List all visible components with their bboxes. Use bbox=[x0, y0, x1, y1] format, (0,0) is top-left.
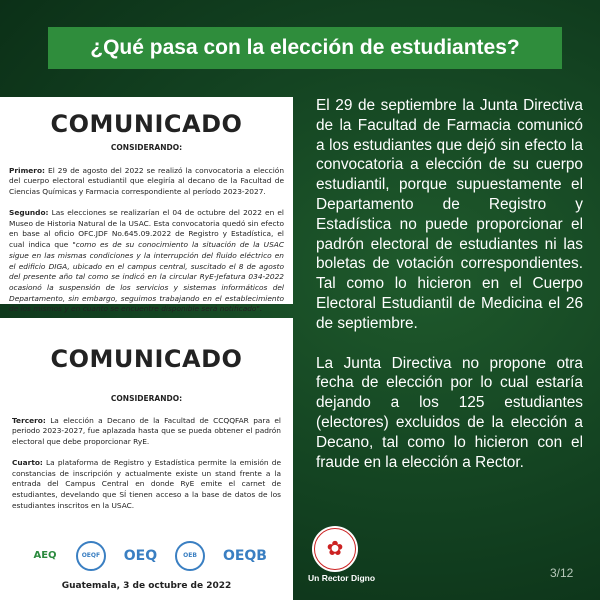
paragraph-label: Cuarto: bbox=[12, 457, 43, 467]
paragraph-segundo bbox=[0, 208, 293, 315]
paragraph-text: Las elecciones se realizarían el 04 de octubre del 2022 en el Museo de Historia Natural de la USAC. Esta convocatoria quedó sin efecto en base al oficio OFC.JDF No.645.09.2022 de Registro y Estadística, el cual indica que bbox=[9, 207, 284, 250]
oeqf-logo-icon: OEQF bbox=[76, 541, 106, 571]
paragraph-primero bbox=[0, 166, 293, 198]
communique-heading: COMUNICADO bbox=[50, 345, 243, 373]
communique-subheading: CONSIDERANDO: bbox=[110, 393, 183, 403]
paragraph-cuarto bbox=[0, 458, 293, 512]
paragraph-label: Primero: bbox=[9, 165, 45, 175]
aeq-logo-icon: AEQ bbox=[33, 549, 57, 561]
organization-logos bbox=[32, 538, 267, 574]
brand-name: Un Rector Digno bbox=[308, 573, 376, 583]
paragraph-text: La elección a Decano de la Facultad de CCQQFAR para el periodo 2023-2027, fue aplazada hasta que se pueda obtener el padrón electoral que debe proporcionar RyE. bbox=[12, 415, 281, 447]
paragraph-tercero bbox=[0, 416, 293, 448]
communique-image-1 bbox=[0, 97, 293, 314]
communique-heading: COMUNICADO bbox=[50, 110, 243, 138]
carnation-emblem-icon bbox=[312, 526, 358, 572]
emblem-ring bbox=[314, 528, 356, 570]
article-body bbox=[316, 96, 583, 472]
paragraph-label: Segundo: bbox=[9, 207, 49, 217]
communique-date: Guatemala, 3 de octubre de 2022 bbox=[61, 581, 232, 591]
oeq-logo-icon: OEQ bbox=[123, 547, 158, 564]
body-paragraph-2: La Junta Directiva no propone otra fecha de elección por lo cual estaría dejando a los 125 estudiantes (electores) excluidos de la elección a Decano, tal como lo hicieron con el fraude en la elección a Rector. bbox=[316, 354, 583, 471]
page-title: ¿Qué pasa con la elección de estudiantes? bbox=[48, 27, 562, 69]
paragraph-text: El 29 de agosto del 2022 se realizó la convocatoria a elección del cuerpo electoral estudiantil que elegiría al decano de la Facultad de Ciencias Químicas y Farmacia correspondiente al período 2023-2027. bbox=[9, 165, 284, 197]
oeb-logo-icon: OEB bbox=[175, 541, 205, 571]
paragraph-quote: "como es de su conocimiento la situación de la USAC sigue en las mismas condiciones y la interrupción del fluido eléctrico en el edificio DIGA, ubicado en el campus central, suscitado el 8 de agosto del presente año tal como se indicó en la circular RyE-Jefatura 034-2022 ocasionó la suspensión de los servicios y sistemas informáticos del Departamento, sin embargo, seguimos trabajando en el establecimiento de los mismos y en cuanto se encuentre disponible será notificado". bbox=[9, 240, 284, 314]
communique-image-2 bbox=[0, 318, 293, 600]
page-indicator: 3/12 bbox=[550, 566, 574, 580]
paragraph-text: La plataforma de Registro y Estadística permite la emisión de constancias de inscripción y actualmente existe un stand frente a la entrada del Campus Central en donde RyE emite el carnet de estudiantes, develando que SÍ tienen acceso a la base de datos de los estudiantes inscritos en la USAC. bbox=[12, 457, 281, 510]
paragraph-label: Tercero: bbox=[12, 415, 46, 425]
body-paragraph-1: El 29 de septiembre la Junta Directiva de la Facultad de Farmacia comunicó a los estudiantes que dejó sin efecto la convocatoria a elección de su cuerpo estudiantil, porque supuestamente el Departamento de Registro y Estadística no puede proporcionar el padrón electoral de estudiantes ni las boletas de votación correspondientes. Tal como lo hicieron en el Cuerpo Electoral Estudiantil de Medicina el 26 de septiembre. bbox=[316, 97, 583, 332]
oeqb-logo-icon: OEQB bbox=[222, 547, 267, 564]
flower-icon: ✿ bbox=[326, 538, 344, 560]
communique-subheading: CONSIDERANDO: bbox=[110, 142, 183, 152]
